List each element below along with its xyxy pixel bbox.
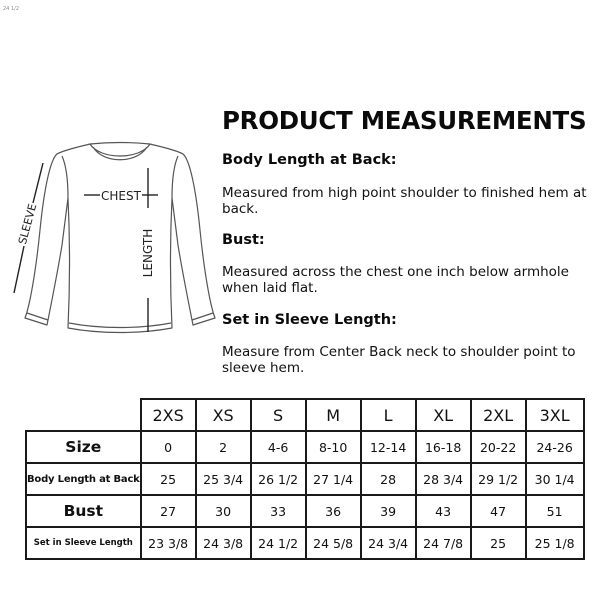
size-header-l: L bbox=[361, 399, 416, 431]
blank-corner-cell bbox=[26, 399, 141, 431]
table-cell: 23 3/8 bbox=[141, 527, 196, 559]
table-cell: 25 bbox=[471, 527, 526, 559]
table-cell: 24 3/4 bbox=[361, 527, 416, 559]
sleeve-length-description bbox=[222, 344, 592, 376]
table-cell: 12-14 bbox=[361, 431, 416, 463]
table-cell: 25 1/8 bbox=[526, 527, 584, 559]
table-cell: 28 3/4 bbox=[416, 463, 471, 495]
table-cell: 36 bbox=[306, 495, 361, 527]
heading-text: Body Length at Back: bbox=[222, 152, 397, 168]
heading-text: Set in Sleeve Length: bbox=[222, 312, 397, 328]
bust-description bbox=[222, 264, 592, 296]
table-cell: 24-26 bbox=[526, 431, 584, 463]
table-cell: 39 bbox=[361, 495, 416, 527]
table-cell: 25 3/4 bbox=[196, 463, 251, 495]
length-label: LENGTH bbox=[141, 228, 155, 278]
row-label: Set in Sleeve Length bbox=[26, 527, 141, 559]
bust-heading bbox=[222, 232, 592, 248]
table-cell: 24 1/2 bbox=[251, 527, 306, 559]
size-header-2xs: 2XS bbox=[141, 399, 196, 431]
table-cell: 33 bbox=[251, 495, 306, 527]
table-cell: 30 bbox=[196, 495, 251, 527]
size-chart-table bbox=[25, 398, 585, 560]
table-cell: 27 1/4 bbox=[306, 463, 361, 495]
row-label: Body Length at Back bbox=[26, 463, 141, 495]
table-cell: 28 bbox=[361, 463, 416, 495]
description-text: Measured across the chest one inch below armhole when laid flat. bbox=[222, 264, 569, 296]
table-cell: 4-6 bbox=[251, 431, 306, 463]
table-row-size bbox=[26, 431, 584, 463]
table-cell: 47 bbox=[471, 495, 526, 527]
long-sleeve-shirt-icon bbox=[0, 120, 220, 350]
row-label: Bust bbox=[26, 495, 141, 527]
size-header-xs: XS bbox=[196, 399, 251, 431]
table-cell: 24 7/8 bbox=[416, 527, 471, 559]
table-row-body-length bbox=[26, 463, 584, 495]
size-header-xl: XL bbox=[416, 399, 471, 431]
table-cell: 16-18 bbox=[416, 431, 471, 463]
table-cell: 24 3/8 bbox=[196, 527, 251, 559]
heading-text: Bust: bbox=[222, 232, 265, 248]
table-cell: 29 1/2 bbox=[471, 463, 526, 495]
body-length-heading bbox=[222, 152, 592, 168]
size-header-s: S bbox=[251, 399, 306, 431]
description-text: Measured from high point shoulder to finished hem at back. bbox=[222, 185, 587, 217]
table-cell: 20-22 bbox=[471, 431, 526, 463]
table-cell: 8-10 bbox=[306, 431, 361, 463]
sleeve-length-heading bbox=[222, 312, 592, 328]
sleeve-label: SLEEVE bbox=[15, 202, 40, 246]
table-cell: 26 1/2 bbox=[251, 463, 306, 495]
table-cell: 30 1/4 bbox=[526, 463, 584, 495]
chest-label: CHEST bbox=[101, 189, 141, 203]
body-length-description bbox=[222, 185, 592, 217]
table-cell: 24 5/8 bbox=[306, 527, 361, 559]
corner-note: 24 1/2 bbox=[3, 6, 19, 12]
size-header-m: M bbox=[306, 399, 361, 431]
size-header-2xl: 2XL bbox=[471, 399, 526, 431]
table-row-sleeve-length bbox=[26, 527, 584, 559]
description-text: Measure from Center Back neck to shoulder point to sleeve hem. bbox=[222, 344, 576, 376]
page-title: PRODUCT MEASUREMENTS bbox=[222, 106, 587, 135]
table-cell: 51 bbox=[526, 495, 584, 527]
table-cell: 0 bbox=[141, 431, 196, 463]
table-cell: 2 bbox=[196, 431, 251, 463]
table-cell: 25 bbox=[141, 463, 196, 495]
table-row-bust bbox=[26, 495, 584, 527]
size-header-row bbox=[26, 399, 584, 431]
size-header-3xl: 3XL bbox=[526, 399, 584, 431]
table-cell: 43 bbox=[416, 495, 471, 527]
row-label: Size bbox=[26, 431, 141, 463]
table-cell: 27 bbox=[141, 495, 196, 527]
